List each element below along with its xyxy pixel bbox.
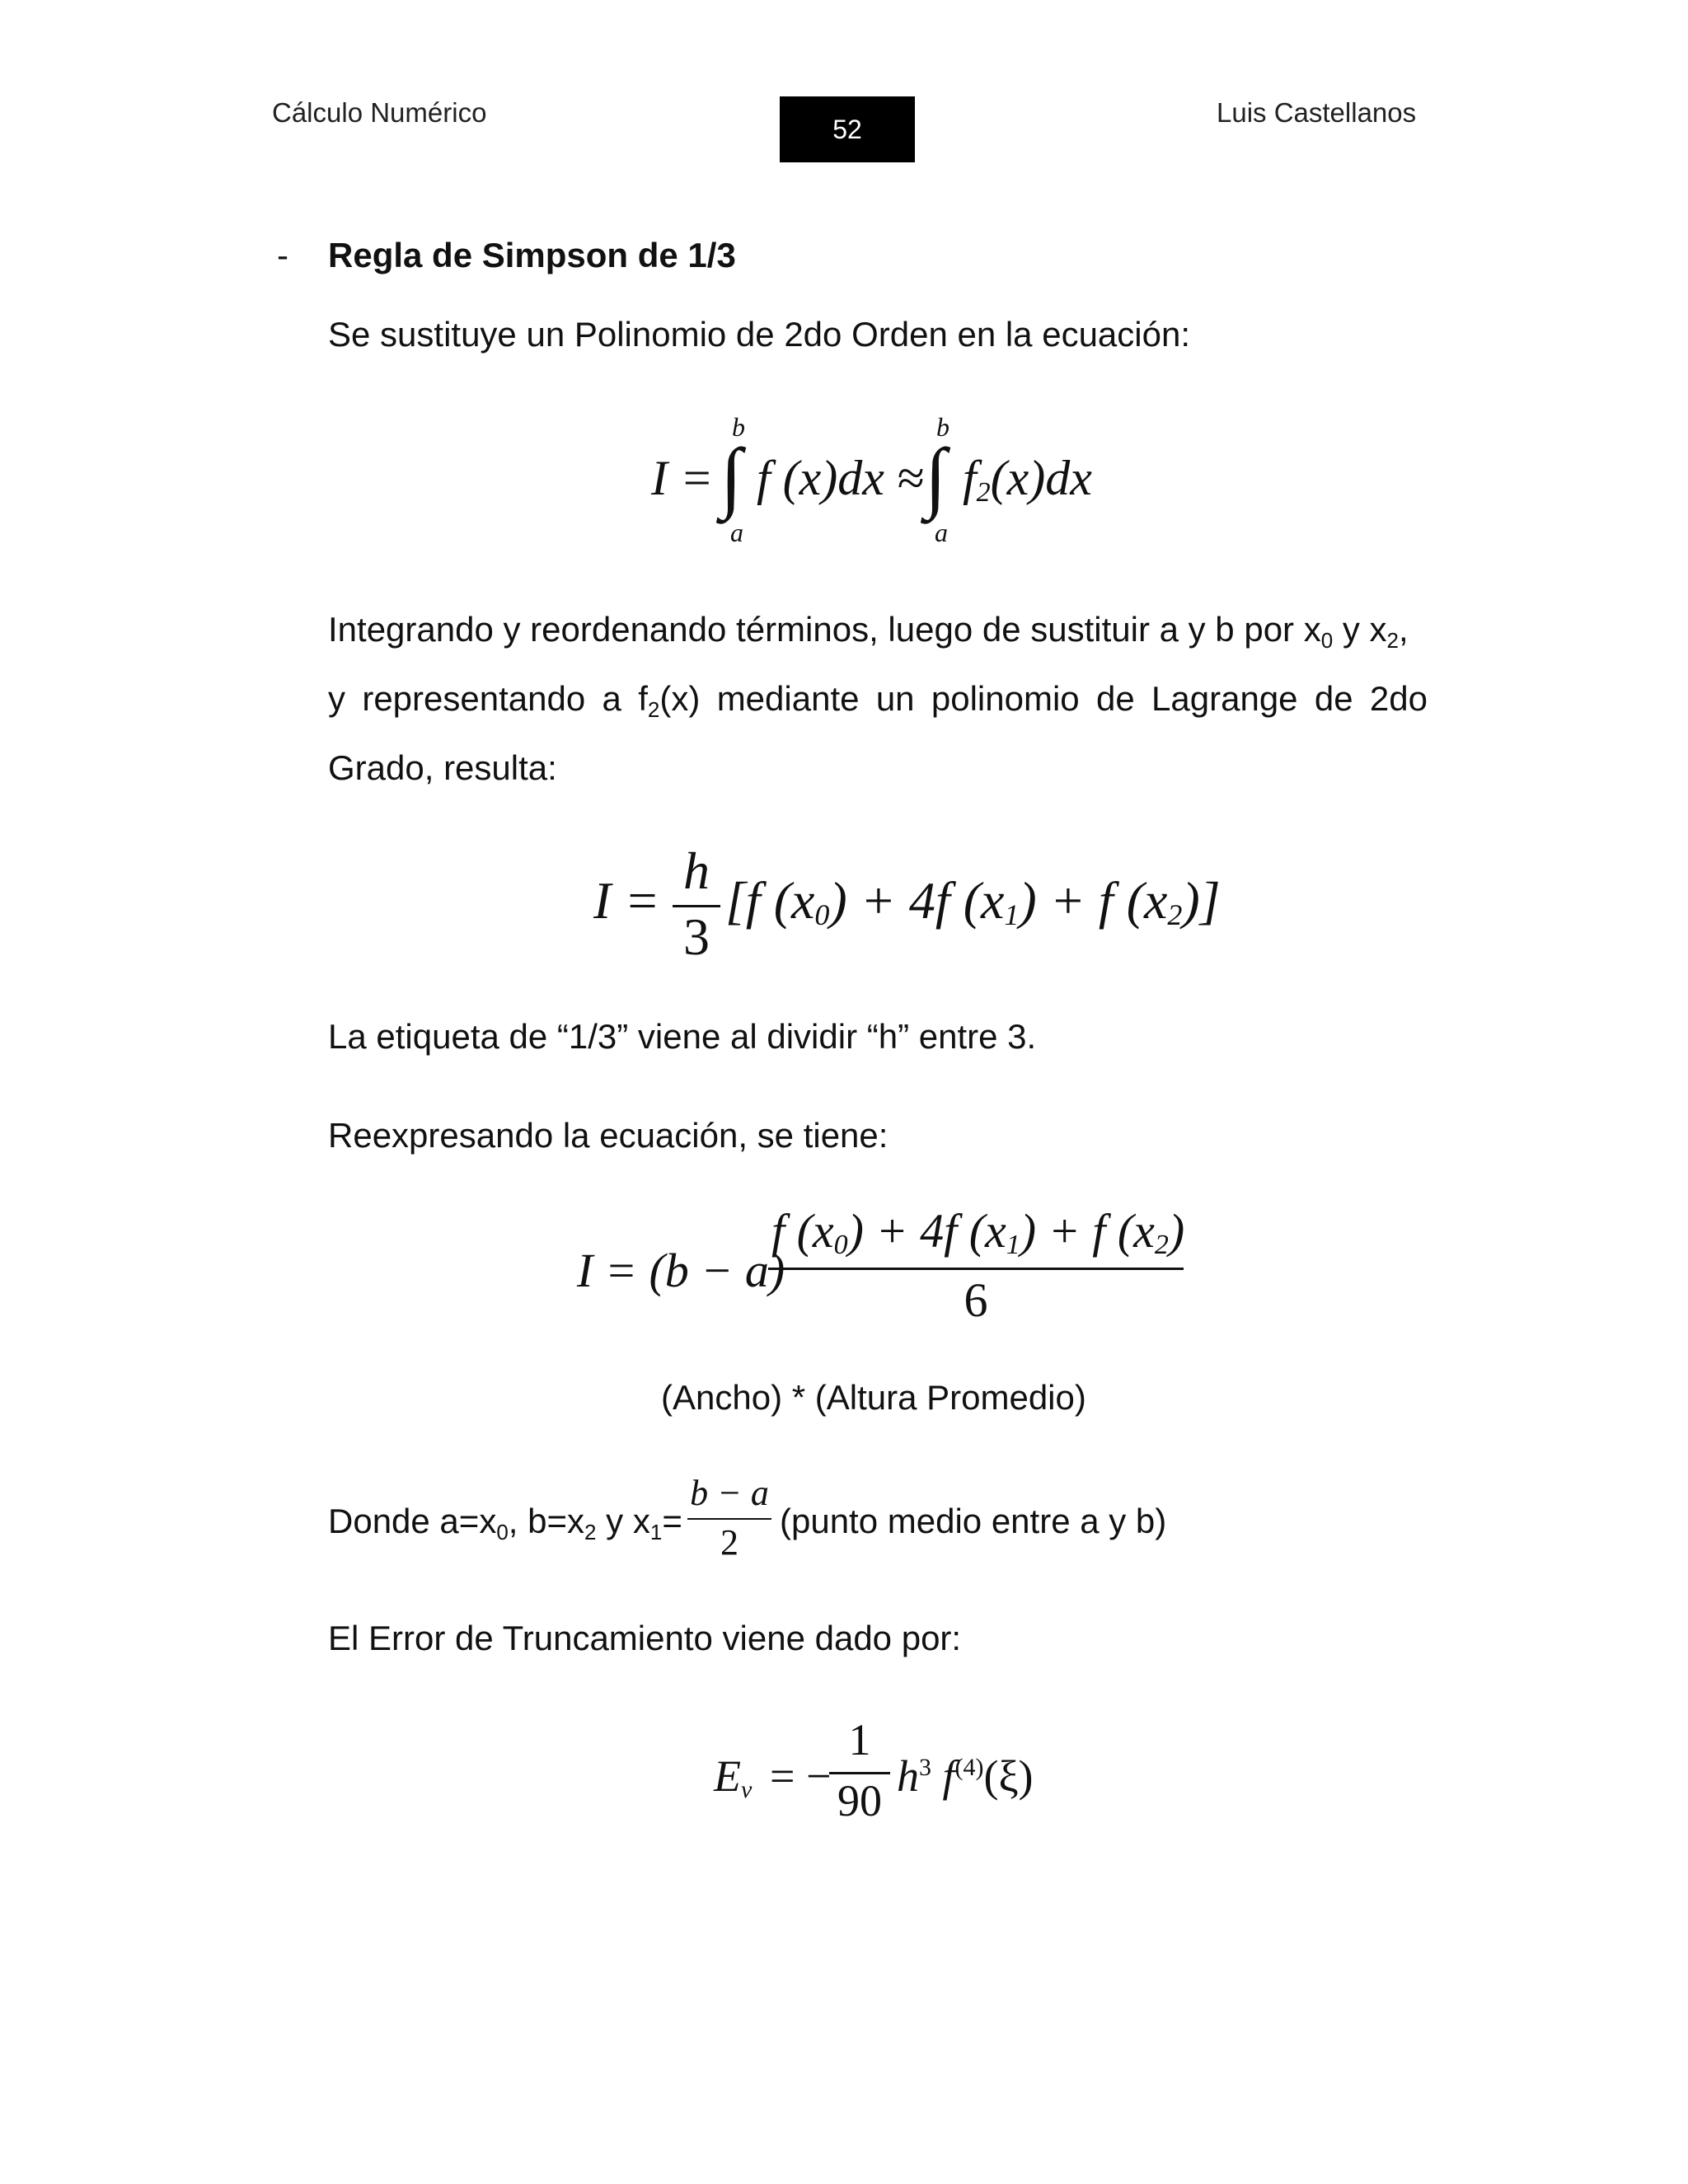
eq1-integrand-1: f (x)dx ≈ bbox=[757, 451, 924, 505]
section-title: Regla de Simpson de 1/3 bbox=[328, 236, 736, 274]
equation-truncation-error bbox=[714, 1714, 1060, 1830]
eq1-integral-sign-1: ∫ bbox=[720, 432, 743, 520]
paragraph-donde: Donde $a=x_0$, $b=x_2$ y $x_1=$ bbox=[328, 1502, 682, 1544]
eq3-lhs: I = (b − a) bbox=[577, 1244, 785, 1297]
header-left: Cálculo Numérico bbox=[272, 97, 487, 128]
paragraph-error: El Error de Truncamiento viene dado por: bbox=[328, 1619, 962, 1657]
eq3-denominator: 6 bbox=[964, 1273, 988, 1327]
eq1-lhs: I = bbox=[651, 451, 714, 505]
eq5-lhs: $E_v$ bbox=[714, 1751, 753, 1803]
eq4-numerator: b − a bbox=[690, 1473, 769, 1513]
eq4-denominator: 2 bbox=[720, 1522, 738, 1563]
paragraph-intro: Se sustituye un Polinomio de 2do Orden en la ecuación: bbox=[328, 315, 1191, 354]
paragraph-reexpress: Reexpresando la ecuación, se tiene: bbox=[328, 1116, 889, 1155]
eq2-frac-den: 3 bbox=[683, 907, 710, 966]
eq1-upper-limit-1: b bbox=[732, 412, 745, 442]
paragraph-donde-tail: (punto medio entre a y b) bbox=[780, 1502, 1167, 1540]
header-right: Luis Castellanos bbox=[1217, 97, 1417, 128]
eq1-integrand-2: $f_2(x)dx$ bbox=[963, 451, 1092, 508]
equation-simpson bbox=[593, 841, 1221, 966]
eq4-frac-bar bbox=[687, 1518, 771, 1520]
eq5-frac-num: 1 bbox=[848, 1715, 871, 1765]
eq5-frac-bar bbox=[829, 1772, 890, 1774]
paragraph-integrating-line3: Grado, resulta: bbox=[328, 748, 557, 787]
equation-midpoint bbox=[684, 1472, 775, 1571]
eq1-upper-limit-2: b bbox=[936, 412, 950, 442]
eq5-frac-den: 90 bbox=[837, 1776, 882, 1825]
eq1-lower-limit-1: a bbox=[730, 518, 743, 547]
page-number: 52 bbox=[780, 96, 915, 162]
equation-integral bbox=[651, 412, 1146, 560]
paragraph-integrating-line1: Integrando y reordenando términos, luego de sustituir a y b por $x_0$ y $x_2$, bbox=[328, 610, 1409, 653]
paragraph-integrating-line2: y representando a $f_2(x)$ mediante un polinomio de Lagrange de 2do bbox=[328, 679, 1428, 722]
eq5-rhs: $h^3$ $f^{(4)}(\xi)$ bbox=[897, 1751, 1034, 1801]
eq2-lhs: I = bbox=[593, 871, 660, 930]
eq1-integral-sign-2: ∫ bbox=[925, 432, 947, 520]
section-bullet: - bbox=[277, 236, 288, 274]
caption-width-height: (Ancho) * (Altura Promedio) bbox=[661, 1378, 1086, 1417]
equation-width-average bbox=[577, 1203, 1203, 1327]
eq3-frac-bar bbox=[768, 1268, 1184, 1270]
eq2-frac-num: h bbox=[683, 841, 710, 900]
eq2-body: [f $(x_0) + 4f$ $(x_1) + f$ $(x_2)$] bbox=[725, 871, 1221, 931]
paragraph-label-explanation: La etiqueta de “1/3” viene al dividir “h” entre 3. bbox=[328, 1017, 1037, 1056]
eq3-numerator: f $(x_0) + 4f$ $(x_1) + f$ $(x_2)$ bbox=[771, 1204, 1185, 1260]
eq1-lower-limit-2: a bbox=[935, 518, 948, 547]
eq5-equals: = − bbox=[770, 1751, 832, 1801]
